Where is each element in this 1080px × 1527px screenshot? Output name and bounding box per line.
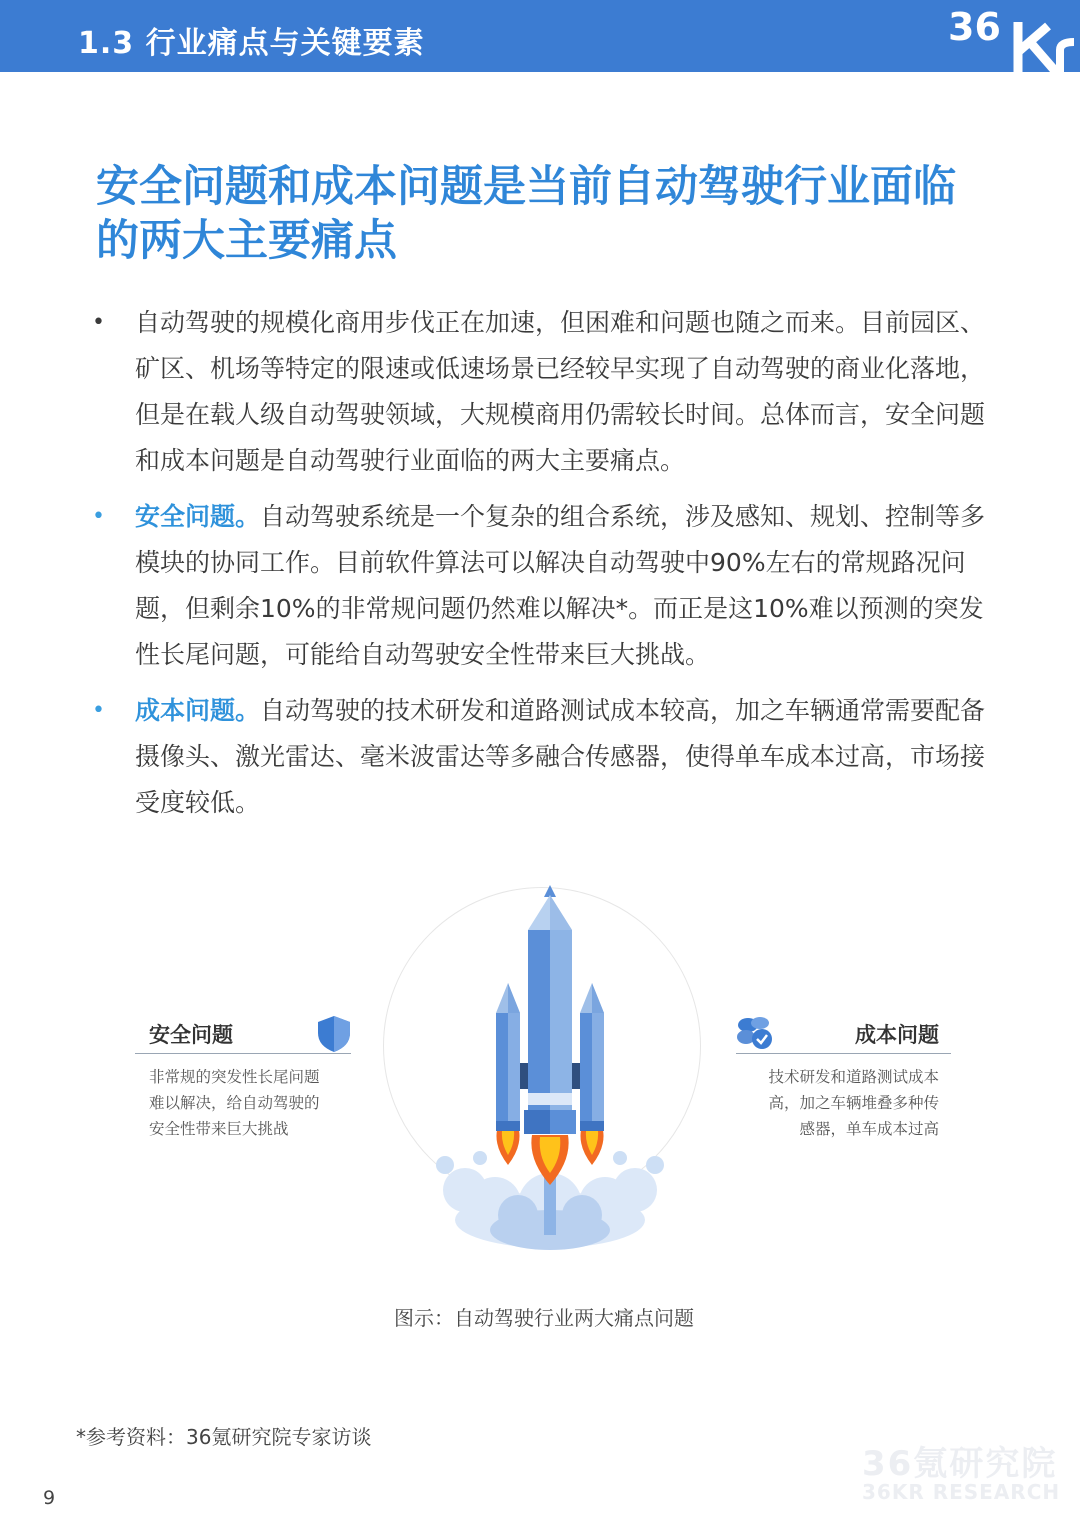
booster-right: [580, 983, 604, 1131]
watermark-cn: 36氪研究院: [862, 1444, 1058, 1484]
bullet-item-cost: [92, 688, 992, 826]
bullet-dot: •: [92, 504, 105, 529]
rocket-illustration: [400, 885, 700, 1255]
bullet-item-safety: [92, 494, 992, 678]
panel-safety-line: 难以解决，给自动驾驶的: [149, 1094, 320, 1112]
panel-safety-title: 安全问题: [149, 1023, 233, 1047]
panel-cost-line: 感器，单车成本过高: [799, 1120, 939, 1138]
svg-text:36: 36: [948, 5, 1001, 49]
panel-cost-body: [736, 1064, 951, 1142]
bullet-list: [92, 300, 992, 836]
figure-pain-points: [0, 860, 1080, 1280]
panel-cost-line: 高，加之车辆堆叠多种传: [768, 1094, 939, 1112]
panel-safety-line: 非常规的突发性长尾问题: [149, 1068, 320, 1086]
figure-caption: 图示：自动驾驶行业两大痛点问题: [394, 1306, 694, 1330]
section-title: 1.3 行业痛点与关键要素: [78, 26, 425, 61]
footnote: *参考资料：36氪研究院专家访谈: [76, 1425, 372, 1449]
shield-icon: [317, 1015, 351, 1053]
main-title: [96, 160, 1016, 268]
booster-left: [496, 983, 520, 1131]
bullet-text-cost: 自动驾驶的技术研发和道路测试成本较高，加之车辆通常需要配备摄像头、激光雷达、毫米波雷达等多融合传感器，使得单车成本过高，市场接受度较低。: [135, 696, 986, 817]
main-title-line-1: 安全问题和成本问题是当前自动驾驶行业面临: [96, 162, 956, 212]
panel-safety-header: [135, 1015, 351, 1054]
panel-cost-line: 技术研发和道路测试成本: [768, 1068, 939, 1086]
main-title-line-2: 的两大主要痛点: [96, 216, 397, 266]
panel-cost-title: 成本问题: [855, 1023, 939, 1047]
header-bar: [0, 0, 1080, 72]
page-number: 9: [43, 1487, 56, 1509]
bullet-lead-cost: 成本问题。: [135, 696, 261, 725]
coins-icon: [736, 1015, 774, 1051]
rocket-main-body: [524, 885, 576, 1134]
panel-cost-header: [736, 1015, 951, 1054]
bullet-lead-safety: 安全问题。: [135, 502, 261, 531]
panel-cost: [736, 1015, 951, 1142]
panel-safety: [135, 1015, 351, 1142]
watermark-en: 36KR RESEARCH: [862, 1480, 1061, 1504]
panel-safety-line: 安全性带来巨大挑战: [149, 1120, 289, 1138]
bullet-item-intro: [92, 300, 992, 484]
bullet-dot: •: [92, 310, 105, 335]
bullet-text-safety: 自动驾驶系统是一个复杂的组合系统，涉及感知、规划、控制等多模块的协同工作。目前软件算法可以解决自动驾驶中90%左右的常规路况问题，但剩余10%的非常规问题仍然难以解决*。而正是这10%难以预测的突发性长尾问题，可能给自动驾驶安全性带来巨大挑战。: [135, 502, 986, 669]
bullet-text: 自动驾驶的规模化商用步伐正在加速，但困难和问题也随之而来。目前园区、矿区、机场等特定的限速或低速场景已经较早实现了自动驾驶的商业化落地，但是在载人级自动驾驶领域，大规模商用仍需较长时间。总体而言，安全问题和成本问题是自动驾驶行业面临的两大主要痛点。: [135, 308, 986, 475]
bullet-dot: •: [92, 698, 105, 723]
panel-safety-body: [135, 1064, 351, 1142]
logo-36kr: [944, 0, 1080, 72]
